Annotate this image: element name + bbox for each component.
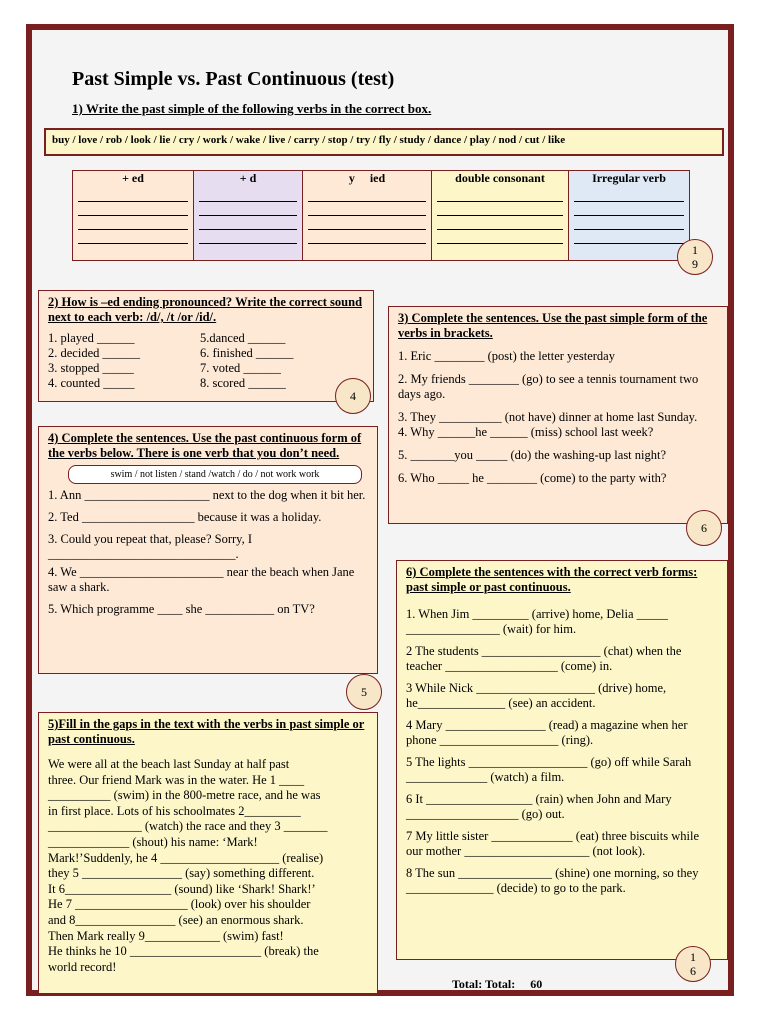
sentence: 6 It _________________ (rain) when John and Mary __________________ (go) out. [406, 792, 672, 821]
list-item: 2. decided ______ [48, 346, 140, 360]
answer-line[interactable] [574, 202, 684, 216]
answer-line[interactable] [308, 230, 426, 244]
sentence: 5. _______you _____ (do) the washing-up last night? [398, 448, 667, 462]
verb-groups-table [72, 170, 690, 261]
list-item: 6. finished ______ [200, 346, 294, 360]
answer-line[interactable] [78, 202, 188, 216]
section1-instruction: 1) Write the past simple of the following verbs in the correct box. [72, 101, 432, 116]
text-line: three. Our friend Mark was in the water. He 1 ____ [48, 772, 305, 787]
text-line: He thinks he 10 _____________________ (break) the [48, 944, 319, 959]
answer-line[interactable] [308, 216, 426, 230]
score-badge-section2: 4 [335, 378, 371, 414]
answer-line[interactable] [437, 230, 563, 244]
answer-line[interactable] [78, 188, 188, 202]
text-line: in first place. Lots of his schoolmates 2_________ [48, 803, 301, 818]
text-line: __________ (swim) in the 800-metre race, and he was [48, 788, 321, 803]
score-badge-section1: 19 [677, 239, 713, 275]
sentence: 2. My friends ________ (go) to see a tennis tournament two days ago. [398, 372, 699, 401]
answer-line[interactable] [78, 230, 188, 244]
section2-instruction: 2) How is –ed ending pronounced? Write the correct sound next to each verb: /d/, /t /or /id/. [48, 295, 363, 324]
answer-line[interactable] [199, 216, 297, 230]
section5-text [48, 757, 368, 975]
score-badge-section4: 5 [346, 674, 382, 710]
section6-instruction: 6) Complete the sentences with the correct verb forms: past simple or past continuous. [406, 565, 698, 594]
section2-box [38, 290, 374, 402]
section4-instruction: 4) Complete the sentences. Use the past continuous form of the verbs below. There is one verb that you don’t need. [48, 431, 362, 460]
section2-items [48, 331, 364, 391]
sentence: 1. When Jim _________ (arrive) home, Delia _____ _______________ (wait) for him. [406, 607, 668, 636]
sentence: 4. We _______________________ near the beach when Jane saw a shark. [48, 565, 355, 594]
column-header: y ied [348, 171, 386, 185]
text-line: _______________ (watch) the race and they 3 _______ [48, 819, 328, 834]
sentence: 3. Could you repeat that, please? Sorry, I ______________________________. [48, 532, 252, 561]
score-badge-section3: 6 [686, 510, 722, 546]
column-double-consonant [432, 171, 569, 261]
sentence: 1. Eric ________ (post) the letter yesterday [398, 349, 615, 363]
page-title: Past Simple vs. Past Continuous (test) [72, 68, 395, 90]
text-line: Mark!’Suddenly, he 4 ___________________ (realise) [48, 850, 324, 865]
section5-instruction: 5)Fill in the gaps in the text with the verbs in past simple or past continuous. [48, 717, 365, 746]
list-item: 1. played ______ [48, 331, 135, 345]
word-bank: swim / not listen / stand /watch / do / not work work [68, 465, 362, 484]
answer-line[interactable] [437, 202, 563, 216]
sentence: 3 While Nick ___________________ (drive) home, he______________ (see) an accident. [406, 681, 667, 710]
list-item: 8. scored ______ [200, 376, 286, 390]
column-header: + ed [122, 171, 144, 185]
column-header: + d [239, 171, 257, 185]
section3-instruction: 3) Complete the sentences. Use the past simple form of the verbs in brackets. [398, 311, 708, 340]
sentence: 2 The students ___________________ (chat) when the teacher __________________ (come) in. [406, 644, 682, 673]
section3-box [388, 306, 728, 524]
text-line: world record! [48, 959, 117, 974]
sentence: 5 The lights ___________________ (go) off while Sarah _____________ (watch) a film. [406, 755, 692, 784]
list-item: 7. voted ______ [200, 361, 281, 375]
text-line: _____________ (shout) his name: ‘Mark! [48, 834, 258, 849]
sentence: 7 My little sister _____________ (eat) three biscuits while our mother ____________________ (not look). [406, 829, 700, 858]
list-item: 4. counted _____ [48, 376, 135, 390]
answer-line[interactable] [199, 230, 297, 244]
sentence: 1. Ann ____________________ next to the dog when it bit her. [48, 488, 366, 502]
score-badge-section6: 16 [675, 946, 711, 982]
column-header: double consonant [455, 171, 545, 185]
answer-line[interactable] [199, 202, 297, 216]
sentence: 2. Ted __________________ because it was a holiday. [48, 510, 322, 524]
column-y-ied [303, 171, 432, 261]
answer-line[interactable] [437, 188, 563, 202]
column-d [194, 171, 303, 261]
text-line: It 6_________________ (sound) like ‘Shark! Shark!’ [48, 881, 316, 896]
section5-box [38, 712, 378, 994]
sentence: 3. They __________ (not have) dinner at home last Sunday. [398, 410, 698, 424]
verb-list-box: buy / love / rob / look / lie / cry / work / wake / live / carry / stop / try / fly / study / dance / play / nod / cut / like [44, 128, 724, 156]
text-line: He 7 __________________ (look) over his shoulder [48, 897, 311, 912]
text-line: Then Mark really 9____________ (swim) fast! [48, 928, 284, 943]
column-header: Irregular verb [592, 171, 666, 185]
list-item: 5.danced ______ [200, 331, 286, 345]
answer-line[interactable] [78, 216, 188, 230]
list-item: 3. stopped _____ [48, 361, 134, 375]
column-irregular [569, 171, 690, 261]
column-ed [73, 171, 194, 261]
answer-line[interactable] [574, 188, 684, 202]
answer-line[interactable] [308, 202, 426, 216]
section4-box [38, 426, 378, 674]
answer-line[interactable] [574, 230, 684, 244]
text-line: and 8________________ (see) an enormous shark. [48, 912, 304, 927]
section6-box [396, 560, 728, 960]
sentence: 6. Who _____ he ________ (come) to the party with? [398, 471, 667, 485]
answer-line[interactable] [437, 216, 563, 230]
answer-line[interactable] [574, 216, 684, 230]
answer-line[interactable] [308, 188, 426, 202]
sentence: 4. Why ______he ______ (miss) school last week? [398, 425, 654, 439]
sentence: 4 Mary ________________ (read) a magazine when her phone ___________________ (ring). [406, 718, 688, 747]
text-line: they 5 ________________ (say) something different. [48, 866, 315, 881]
total-score: Total: Total: 60 [452, 977, 543, 991]
sentence: 8 The sun _______________ (shine) one morning, so they ______________ (decide) to go to the park. [406, 866, 699, 895]
sentence: 5. Which programme ____ she ___________ on TV? [48, 602, 315, 616]
text-line: We were all at the beach last Sunday at half past [48, 757, 290, 771]
answer-line[interactable] [199, 188, 297, 202]
